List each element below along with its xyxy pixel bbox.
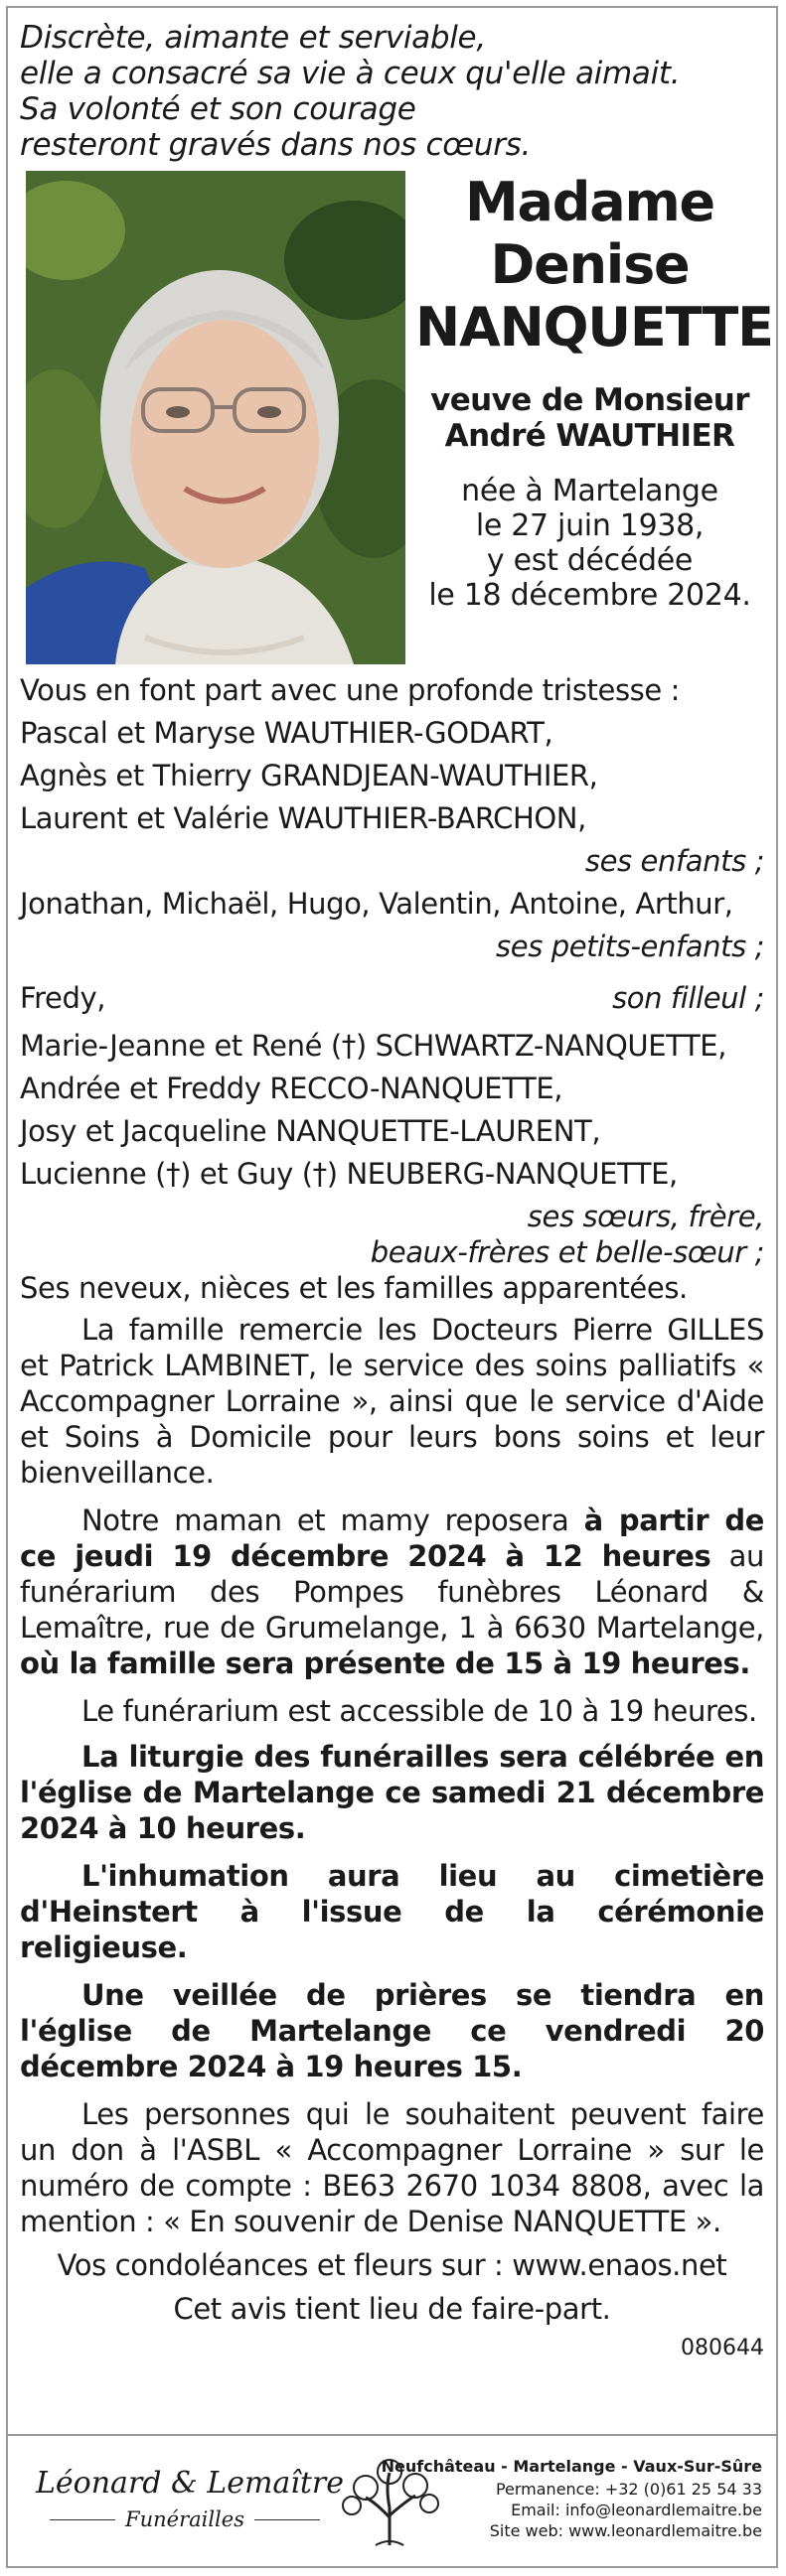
epitaph (20, 20, 764, 163)
godson-label: son filleul ; (612, 981, 764, 1015)
divider (254, 2519, 320, 2520)
title: Madame (465, 171, 714, 233)
siblings-label: ses sœurs, frère, (527, 1200, 764, 1233)
siblings-label: beaux-frères et belle-sœur ; (370, 1235, 764, 1269)
brand-subtitle-text: Funérailles (125, 2507, 244, 2531)
sibling: Josy et Jacqueline NANQUETTE-LAURENT, (20, 1114, 601, 1148)
access-paragraph: Le funérarium est accessible de 10 à 19 heures. (81, 1694, 757, 1728)
brand-subtitle (36, 2505, 334, 2533)
sibling: Lucienne (†) et Guy (†) NEUBERG-NANQUETTE, (20, 1157, 678, 1191)
vigil-paragraph: Une veillée de prières se tiendra en l'église de Martelange ce vendredi 20 décembre 2024 à 19 heures 15. (20, 1978, 764, 2083)
grandchildren: Jonathan, Michaël, Hugo, Valentin, Antoine, Arthur, (20, 887, 733, 921)
brand-name: Léonard & Lemaître (36, 2466, 345, 2501)
obituary-notice (6, 6, 778, 2568)
condolences-line: Vos condoléances et fleurs sur : www.enaos.net (57, 2248, 727, 2282)
visitation-time: à partir de ce jeudi 19 décembre 2024 à 12 heures (20, 1503, 764, 1573)
notice-content (20, 20, 773, 2362)
godson-row (20, 980, 764, 1016)
godson: Fredy, (20, 981, 106, 1015)
portrait-photo (26, 171, 405, 664)
intro: Vous en font part avec une profonde tristesse : (20, 673, 681, 707)
burial-paragraph: L'inhumation aura lieu au cimetière d'Heinstert à l'issue de la cérémonie religieuse. (20, 1859, 764, 1964)
epitaph-line: Sa volonté et son courage (20, 91, 416, 127)
birth-death-info (415, 474, 764, 613)
child: Agnès et Thierry GRANDJEAN-WAUTHIER, (20, 759, 598, 792)
birth-line: y est décédée (486, 543, 694, 578)
epitaph-line: Discrète, aimante et serviable, (20, 20, 486, 56)
child: Laurent et Valérie WAUTHIER-BARCHON, (20, 801, 586, 835)
family-list (20, 672, 764, 2327)
family-presence: où la famille sera présente de 15 à 19 heures. (20, 1646, 750, 1680)
phone: Permanence: +32 (0)61 25 54 33 (495, 2480, 762, 2499)
notice-line: Cet avis tient lieu de faire-part. (173, 2292, 611, 2326)
email: Email: info@leonardlemaitre.be (511, 2501, 762, 2519)
grandchildren-label: ses petits-enfants ; (496, 930, 764, 963)
funeral-home-footer (8, 2434, 776, 2568)
child: Pascal et Maryse WAUTHIER-GODART, (20, 716, 553, 750)
liturgy-paragraph: La liturgie des funérailles sera célébrée en l'église de Martelange ce samedi 21 décembre 2024 à 10 heures. (20, 1740, 764, 1845)
funeral-home-logo (36, 2466, 345, 2533)
locations: Neufchâteau - Martelange - Vaux-Sur-Sûre (381, 2457, 762, 2476)
contact-info (382, 2456, 762, 2541)
visitation-place: au funérarium des Pompes funèbres Léonard & Lemaître, rue de Grumelange, 1 à 6630 Martelange, (20, 1539, 764, 1645)
widow-line: veuve de Monsieur (430, 382, 749, 418)
birth-line: née à Martelange (461, 474, 718, 508)
deceased-identity (415, 171, 773, 613)
widow-line: André WAUTHIER (444, 418, 735, 454)
relatives: Ses neveux, nièces et les familles apparentées. (20, 1271, 688, 1305)
reference-number: 080644 (681, 2336, 764, 2361)
children-label: ses enfants ; (584, 844, 764, 878)
thanks-paragraph: La famille remercie les Docteurs Pierre GILLES et Patrick LAMBINET, le service des soins palliatifs « Accompagner Lorraine », ainsi que le service d'Aide et Soins à Domicile pour leurs bons soins et leur bienveillance. (20, 1313, 764, 1490)
visitation-paragraph (20, 1503, 764, 1681)
divider (50, 2519, 115, 2520)
portrait-illustration (26, 171, 405, 664)
last-name: NANQUETTE (415, 296, 773, 358)
sibling: Andrée et Freddy RECCO-NANQUETTE, (20, 1072, 563, 1105)
epitaph-line: resteront gravés dans nos cœurs. (20, 127, 532, 163)
website: Site web: www.leonardlemaitre.be (489, 2521, 762, 2540)
visitation-text: Notre maman et mamy reposera (81, 1503, 584, 1537)
donation-paragraph: Les personnes qui le souhaitent peuvent faire un don à l'ASBL « Accompagner Lorraine » sur le numéro de compte : BE63 2670 1034 8808, avec la mention : « En souvenir de Denise NANQUETTE ». (20, 2097, 764, 2238)
sibling: Marie-Jeanne et René (†) SCHWARTZ-NANQUETTE, (20, 1029, 727, 1063)
widow-of (415, 382, 764, 454)
epitaph-line: elle a consacré sa vie à ceux qu'elle aimait. (20, 56, 681, 91)
first-name: Denise (490, 233, 690, 296)
header-section (20, 171, 773, 672)
birth-line: le 18 décembre 2024. (428, 578, 751, 613)
birth-line: le 27 juin 1938, (475, 508, 705, 543)
